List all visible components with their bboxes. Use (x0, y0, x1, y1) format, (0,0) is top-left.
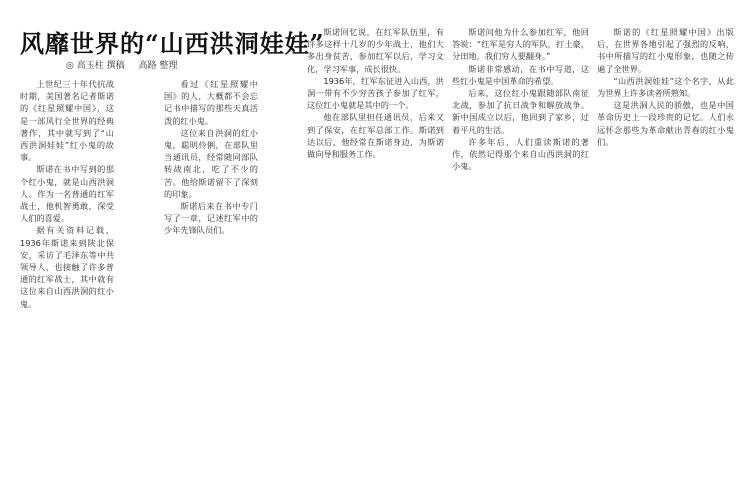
paragraph: 斯诺问他为什么参加红军，他回答说：“红军是穷人的军队，打土豪，分田地，我们穷人要翻身。” (452, 27, 589, 62)
paragraph: 许多年后，人们重读斯诺的著作，依然记得那个来自山西洪洞的红小鬼。 (452, 136, 589, 172)
paragraph: 上世纪三十年代抗战时期，美国著名记者斯诺的《红星照耀中国》，这是一部风行全世界的经典著作，其中就写到了“山西洪洞娃娃”红小鬼的故事。 (20, 79, 114, 163)
text-column-2 (164, 78, 258, 488)
article-title: 风靡世界的“山西洪洞娃娃” (20, 29, 325, 58)
paragraph: 斯诺的《红星照耀中国》出版后，在世界各地引起了强烈的反响，书中所描写的红小鬼形象，也随之传遍了全世界。 (597, 27, 734, 74)
text-column-3 (307, 26, 444, 488)
paragraph: 斯诺在书中写到的那个红小鬼，就是山西洪洞人。作为一名普通的红军战士，他机智勇敢，深受人们的喜爱。 (20, 164, 114, 224)
paragraph: 斯诺后来在书中专门写了一章，记述红军中的少年先锋队员们。 (164, 201, 258, 236)
paragraph: 斯诺回忆说，在红军队伍里，有许多这样十几岁的少年战士，他们大多出身贫苦，参加红军以后，学习文化，学习军事，成长很快。 (307, 27, 444, 74)
paragraph: 这是洪洞人民的骄傲，也是中国革命历史上一段珍贵的记忆。人们永远怀念那些为革命献出青春的红小鬼们。 (597, 100, 734, 147)
paragraph: 后来，这位红小鬼跟随部队南征北战，参加了抗日战争和解放战争。新中国成立以后，他回到了家乡，过着平凡的生活。 (452, 88, 589, 135)
author-primary: ◎ 高玉柱 撰稿 (66, 61, 125, 71)
paragraph: 1936年，红军东征进入山西，洪洞一带有不少穷苦孩子参加了红军，这位红小鬼就是其中的一个。 (307, 75, 444, 111)
paragraph: 这位来自洪洞的红小鬼，聪明伶俐，在部队里当通讯员，经常随同部队转战南北，吃了不少的苦。他给斯诺留下了深刻的印象。 (164, 127, 258, 199)
author-secondary: 高路 整理 (138, 61, 178, 71)
text-column-4 (452, 26, 589, 488)
paragraph: 他在部队里担任通讯员，后来又到了保安，在红军总部工作。斯诺到达以后，他经常在斯诺身边，为斯诺做向导和服务工作。 (307, 112, 444, 160)
article-byline (66, 58, 286, 71)
text-column-5 (597, 26, 734, 488)
paragraph: 看过《红星照耀中国》的人，大概都不会忘记书中描写的那些天真活泼的红小鬼。 (164, 79, 258, 126)
paragraph: 斯诺非常感动，在书中写道，这些红小鬼是中国革命的希望。 (452, 63, 589, 86)
text-column-1 (20, 78, 114, 488)
paragraph: 据有关资料记载，1936年斯诺来到陕北保安，采访了毛泽东等中共领导人，也接触了许多普通的红军战士，其中就有这位来自山西洪洞的红小鬼。 (20, 225, 114, 309)
paragraph: “山西洪洞娃娃”这个名字，从此为世界上许多读者所熟知。 (597, 75, 734, 99)
